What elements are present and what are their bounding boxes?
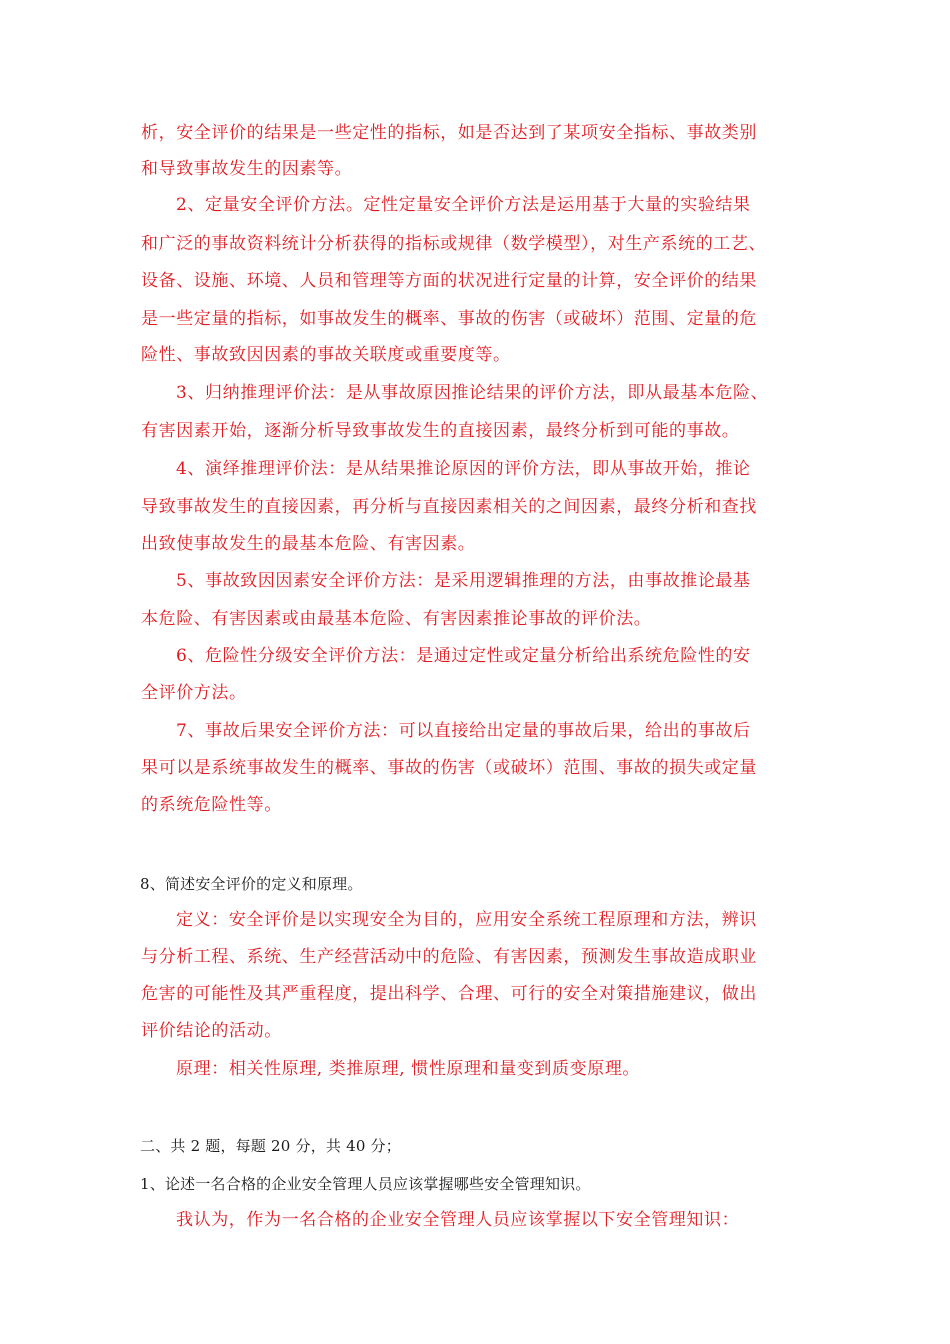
intro-line-2: 和导致事故发生的因素等。 [141, 159, 353, 179]
definition-line-4: 评价结论的活动。 [141, 1021, 282, 1041]
definition-line-3: 危害的可能性及其严重程度，提出科学、合理、可行的安全对策措施建议，做出 [141, 984, 757, 1004]
question-8-title: 8、简述安全评价的定义和原理。 [140, 875, 363, 893]
answer-start-line: 我认为，作为一名合格的企业安全管理人员应该掌握以下安全管理知识： [176, 1210, 740, 1230]
method-5-line-2: 本危险、有害因素或由最基本危险、有害因素推论事故的评价法。 [141, 609, 652, 629]
method-2-line-1: 2、定量安全评价方法。定性定量安全评价方法是运用基于大量的实验结果 [176, 195, 751, 215]
method-3-line-2: 有害因素开始，逐渐分析导致事故发生的直接因素，最终分析到可能的事故。 [141, 421, 740, 441]
method-4-line-1: 4、演绎推理评价法：是从结果推论原因的评价方法，即从事故开始，推论 [176, 459, 751, 479]
method-3-line-1: 3、归纳推理评价法：是从事故原因推论结果的评价方法，即从最基本危险、 [176, 383, 769, 403]
method-2-line-2: 和广泛的事故资料统计分析获得的指标或规律（数学模型），对生产系统的工艺、 [141, 234, 767, 254]
method-7-line-3: 的系统危险性等。 [141, 795, 282, 815]
method-5-line-1: 5、事故致因因素安全评价方法：是采用逻辑推理的方法，由事故推论最基 [176, 571, 751, 591]
method-7-line-1: 7、事故后果安全评价方法：可以直接给出定量的事故后果，给出的事故后 [176, 721, 751, 741]
method-6-line-1: 6、危险性分级安全评价方法：是通过定性或定量分析给出系统危险性的安 [176, 646, 751, 666]
method-6-line-2: 全评价方法。 [141, 683, 247, 703]
section-2-question-1: 1、论述一名合格的企业安全管理人员应该掌握哪些安全管理知识。 [140, 1175, 591, 1193]
principle-line: 原理：相关性原理, 类推原理, 惯性原理和量变到质变原理。 [176, 1059, 641, 1079]
intro-line-1: 析，安全评价的结果是一些定性的指标，如是否达到了某项安全指标、事故类别 [141, 123, 757, 143]
method-2-line-5: 险性、事故致因因素的事故关联度或重要度等。 [141, 345, 511, 365]
method-4-line-3: 出致使事故发生的最基本危险、有害因素。 [141, 534, 476, 554]
definition-line-1: 定义：安全评价是以实现安全为目的，应用安全系统工程原理和方法，辨识 [176, 910, 757, 930]
definition-line-2: 与分析工程、系统、生产经营活动中的危险、有害因素，预测发生事故造成职业 [141, 947, 757, 967]
method-2-line-4: 是一些定量的指标，如事故发生的概率、事故的伤害（或破坏）范围、定量的危 [141, 309, 757, 329]
method-7-line-2: 果可以是系统事故发生的概率、事故的伤害（或破坏）范围、事故的损失或定量 [141, 758, 757, 778]
method-2-line-3: 设备、设施、环境、人员和管理等方面的状况进行定量的计算，安全评价的结果 [141, 271, 757, 291]
method-4-line-2: 导致事故发生的直接因素，再分析与直接因素相关的之间因素，最终分析和查找 [141, 497, 757, 517]
section-2-heading: 二、共 2 题，每题 20 分，共 40 分； [140, 1137, 401, 1155]
